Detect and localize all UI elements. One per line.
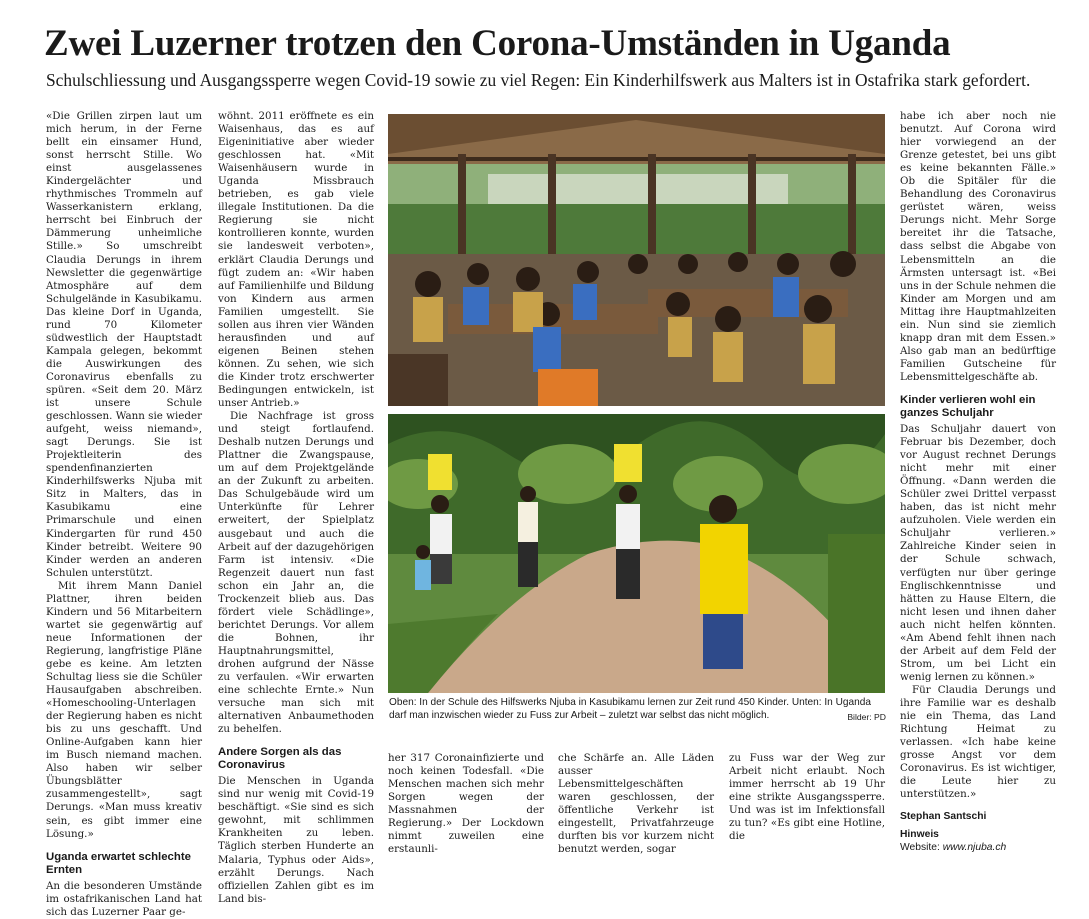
paragraph: Das Schuljahr dauert von Februar bis Dezember, doch vor August rechnet Derungs nicht mehr mit einer Öffnung. «Dann werden die Schüler zwei Drittel verpasst haben, das ist nicht mehr aufzuholen. Viele werden ein Schuljahr verlieren.» Zahlreiche Kinder seien in der Schule schwach, verfügten nur über geringe Englischkenntnisse und hätten zu Hause Eltern, die nicht lesen und ihnen daher auch nicht helfen könnten. «Am Abend fehlt ihnen nach der Arbeit auf dem Feld der Strom, um bei Licht ein wenig lernen zu können.» bbox=[900, 422, 1056, 683]
photo-school-classroom bbox=[388, 114, 885, 406]
text-column-bottom-2 bbox=[558, 752, 714, 856]
paragraph: Für Claudia Derungs und ihre Familie war es deshalb nie ein Thema, das Land Richtung Heimat zu verlassen. «Ich habe keine grosse Angst vor dem Coronavirus. Es ist wichtiger, die Leute hier zu unterstützen.» bbox=[900, 683, 1056, 801]
photo-people-walking bbox=[388, 414, 885, 693]
paragraph: Die Nachfrage ist gross und steigt fortlaufend. Deshalb nutzen Derungs und Plattner die Zwangspause, um auf dem Projektgelände an der Zukunft zu arbeiten. Das Schulgebäude wird um Unterkünfte für Lehrer erweitert, der Spielplatz ausgebaut und auch die Arbeit auf der dazugehörigen Farm ist intensiv. «Die Regenzeit dauert nun fast schon ein Jahr an, die Trockenzeit blieb aus. Das fördert viele Schädlinge», berichtet Derungs. Vor allem die Bohnen, ihr Hauptnahrungsmittel, drohen aufgrund der Nässe zu verfaulen. «Wir erwarten eine schlechte Ernte.» Nun versuche man sich mit alternativen Anbaumethoden zu behelfen. bbox=[218, 410, 374, 736]
text-column-1 bbox=[46, 110, 202, 919]
paragraph: wöhnt. 2011 eröffnete es ein Waisenhaus, das es auf Eigeninitiative aber wieder geschlossen hat. «Mit Waisenhäusern wurde in Uganda Missbrauch betrieben, es gab viele illegale Institutionen. Da die Regierung sie nicht kontrollieren konnte, wurden sie landesweit verboten», erklärt Claudia Derungs und fügt zudem an: «Wir haben auf Familienhilfe und Bildung von Kindern aus armen Familien umgestellt. Sie sollen aus ihren vier Wänden herausfinden und auf eigenen Beinen stehen können. Zu sehen, wie sich die Kinder trotz erschwerter Bedingungen entwickeln, ist unser Antrieb.» bbox=[218, 110, 374, 410]
paragraph: che Schärfe an. Alle Läden ausser Lebensmittelgeschäften waren geschlossen, der öffentliche Verkehr ist eingestellt, Privatfahrzeuge durften bis vor kurzem nicht benutzt werden, sogar bbox=[558, 752, 714, 856]
classroom-illustration bbox=[388, 114, 885, 406]
text-column-bottom-3 bbox=[729, 752, 885, 843]
paragraph: zu Fuss war der Weg zur Arbeit nicht erlaubt. Noch immer herrscht ab 19 Uhr eine strikte Ausgangssperre. Und was ist im Infektionsfall zu tun? «Es gibt eine Hotline, die bbox=[729, 752, 885, 843]
paragraph: Die Menschen in Uganda sind nur wenig mit Covid-19 beschäftigt. «Sie sind es sich gewohnt, mit schlimmen Krankheiten zu leben. Täglich sterben Hunderte an Malaria, Typhus oder Aids», erzählt Derungs. Nach offiziellen Zahlen gibt es im Land bis- bbox=[218, 775, 374, 905]
note-prefix: Website: bbox=[900, 842, 943, 854]
note-label: Hinweis bbox=[900, 829, 939, 841]
article-headline: Zwei Luzerner trotzen den Corona-Umständen in Uganda bbox=[44, 23, 951, 64]
website-link[interactable]: www.njuba.ch bbox=[942, 842, 1007, 854]
section-heading: Uganda erwartet schlechte Ernten bbox=[46, 850, 191, 876]
section-heading: Andere Sorgen als das Coronavirus bbox=[218, 746, 342, 772]
paragraph: her 317 Coronainfizierte und noch keinen Todesfall. «Die Menschen machen sich mehr Sorgen wegen der Massnahmen der Regierung.» Der Lockdown nimmt zuweilen eine erstaunli- bbox=[388, 752, 544, 856]
paragraph: An die besonderen Umstände im ostafrikanischen Land hat sich das Luzerner Paar ge- bbox=[46, 879, 202, 918]
text-column-bottom-1 bbox=[388, 752, 544, 856]
photo-caption: Oben: In der Schule des Hilfswerks Njuba in Kasubikamu lernen zur Zeit rund 450 Kinder. Unten: In Uganda darf man inzwischen wieder zu Fuss zur Arbeit – zuletzt war selbst das nicht möglich. bbox=[389, 697, 871, 721]
text-column-3 bbox=[900, 110, 1056, 854]
section-heading: Kinder verlieren wohl ein ganzes Schuljahr bbox=[900, 393, 1036, 419]
photo-credit: Bilder: PD bbox=[847, 712, 886, 722]
note-text bbox=[900, 841, 1056, 854]
text-column-2 bbox=[218, 110, 374, 906]
paragraph: «Die Grillen zirpen laut um mich herum, in der Ferne bellt ein einsamer Hund, sonst herrscht Stille. Wo einst ausgelassenes Kindergelächter und rhythmisches Trommeln auf Wasserkanistern erklang, herrscht bei Einbruch der Dämmerung unheimliche Stille.» So umschreibt Claudia Derungs in ihrem Newsletter die gegenwärtige Atmosphäre auf dem Schulgelände in Kasubikamu. Das kleine Dorf in Uganda, rund 70 Kilometer südwestlich der Hauptstadt Kampala gelegen, bekommt die Auswirkungen des Coronavirus ebenfalls zu spüren. «Seit dem 20. März ist unsere Schule geschlossen. Wann sie wieder aufgeht, weiss niemand», sagt Derungs. Sie ist Projektleiterin des spendenfinanzierten Kinderhilfswerks Njuba mit Sitz in Malters, das in Kasubikamu eine Primarschule und einen Kindergarten für rund 450 Kinder betreibt. Weitere 90 Kinder werden an anderen Schulen unterstützt. bbox=[46, 110, 202, 579]
author-byline: Stephan Santschi bbox=[900, 811, 987, 823]
paragraph: habe ich aber noch nie benutzt. Auf Corona wird hier vorwiegend an der Grenze getestet, bei uns gibt es keine bekannten Fälle.» Ob die Spitäler für die Behandlung des Coronavirus gerüstet wären, weiss Derungs nicht. Mehr Sorge bereitet ihr die Tatsache, dass selbst die Abgabe von Lebensmitteln an die Ärmsten untersagt ist. «Bei uns in der Schule nehmen die Kinder am Morgen und am Mittag ihre Hauptmahlzeiten ein. Nun sind sie ziemlich knapp dran mit dem Essen.» Also gab man an bedürftige Familien Gutscheine für Lebensmittelgeschäfte ab. bbox=[900, 110, 1056, 383]
walking-illustration bbox=[388, 414, 885, 693]
paragraph: Mit ihrem Mann Daniel Plattner, ihren beiden Kindern und 56 Mitarbeitern wartet sie gegenwärtig auf neue Informationen der Regierung, langfristige Pläne gebe es keine. Am letzten Schultag liess sie die Schüler Hausaufgaben abschreiben. «Homeschooling-Unterlagen der Regierung haben es nicht bis zu uns geschafft. Und Online-Aufgaben kann hier im Busch niemand machen. Also haben wir selber Übungsblätter zusammengestellt», sagt Derungs. «Man muss kreativ sein, es gibt immer eine Lösung.» bbox=[46, 579, 202, 840]
article-subheadline: Schulschliessung und Ausgangssperre wegen Covid-19 sowie zu viel Regen: Ein Kinderhilfswerk aus Malters ist in Ostafrika stark gefordert. bbox=[46, 70, 1031, 90]
